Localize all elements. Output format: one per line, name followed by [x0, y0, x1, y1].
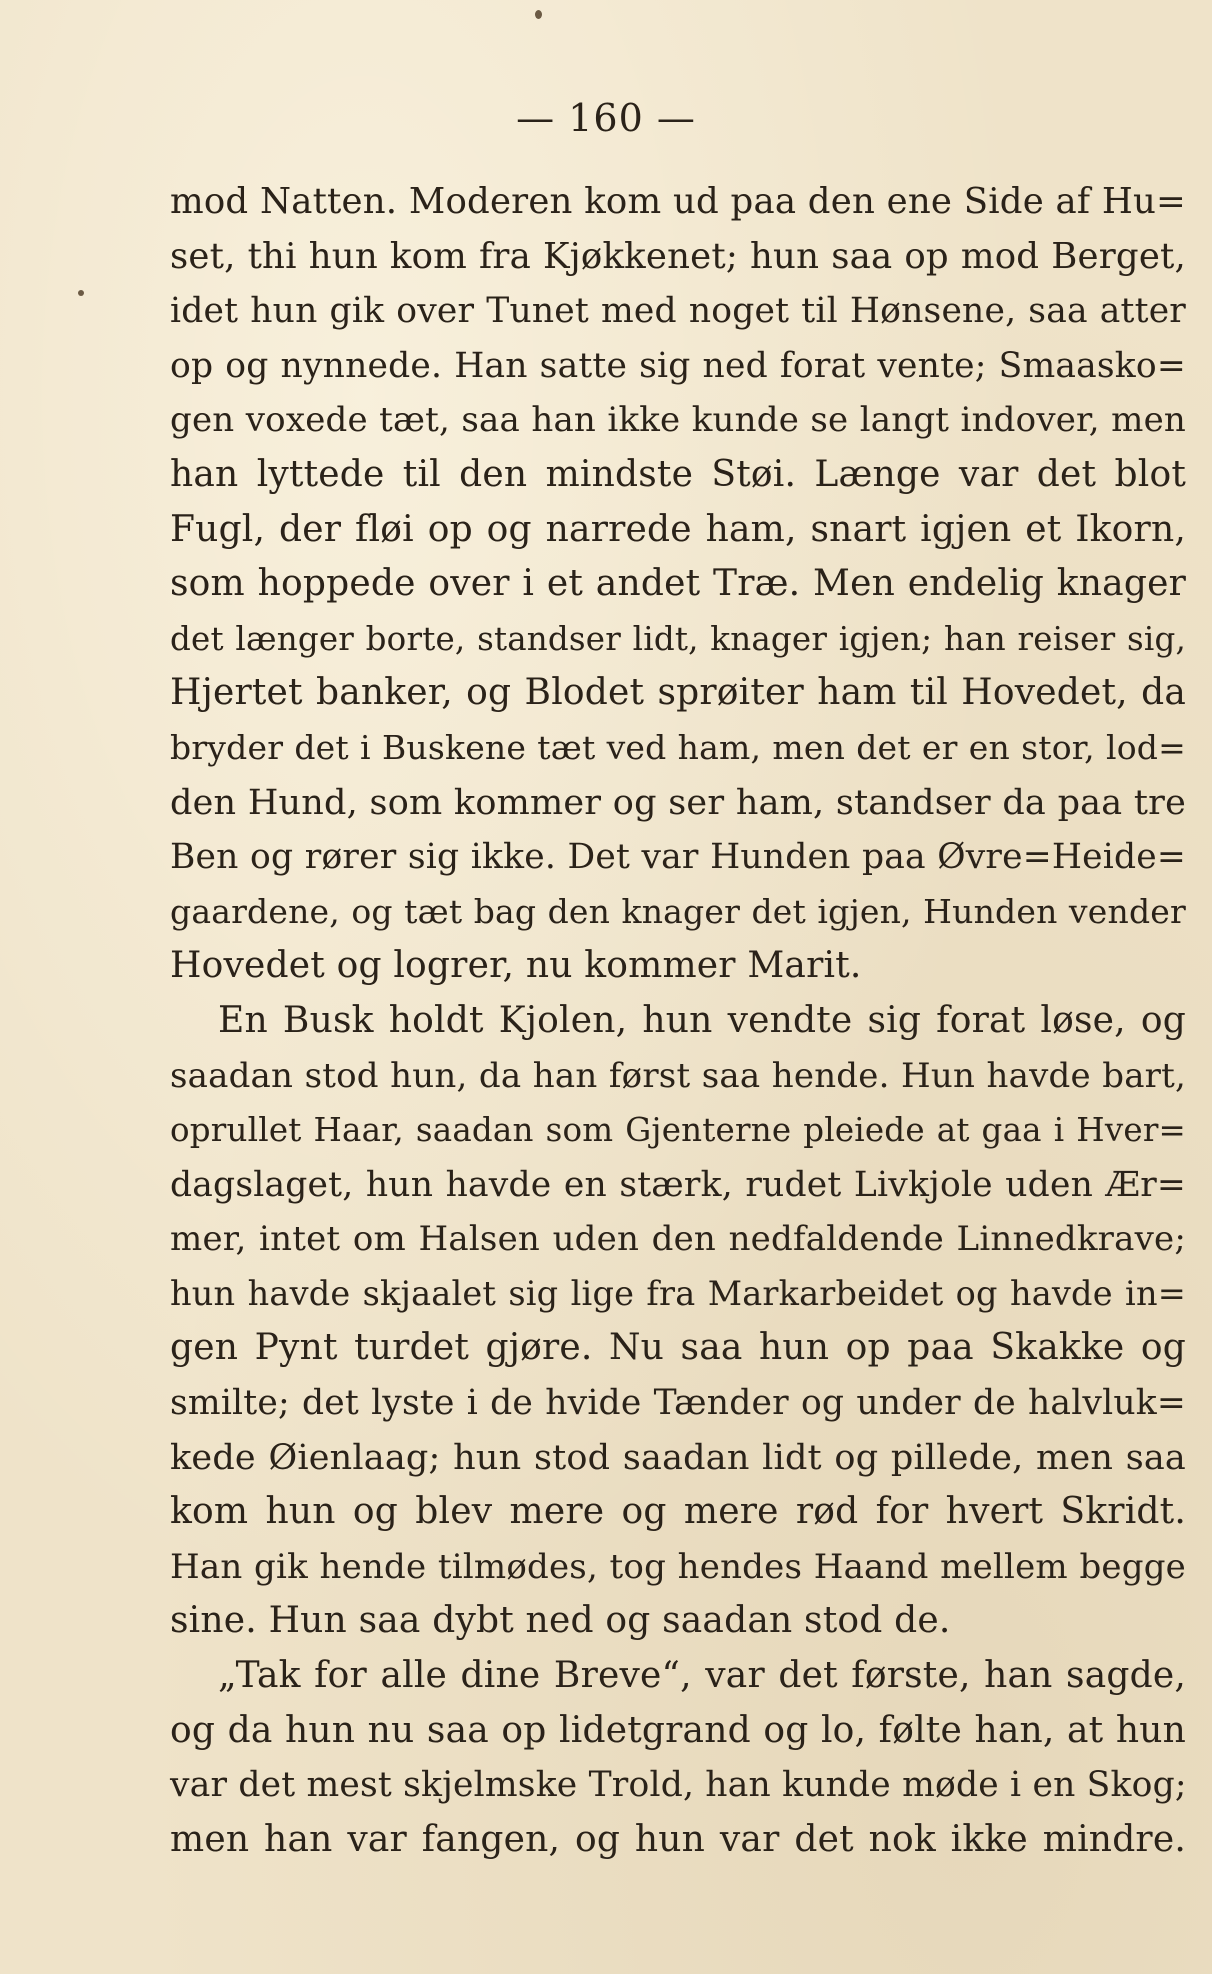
text-line: men han var fangen, og hun var det nok ikke mindre. [170, 1818, 1186, 1860]
paragraph-end-line: sine. Hun saa dybt ned og saadan stod de. [170, 1600, 951, 1642]
text-line: bryder det i Buskene tæt ved ham, men det er en stor, lod= [170, 727, 1186, 767]
text-line: den Hund, som kommer og ser ham, standser da paa tre [170, 782, 1186, 823]
page-number: — 160 — [516, 96, 696, 140]
text-line: Fugl, der fløi op og narrede ham, snart igjen et Ikorn, [170, 508, 1186, 550]
text-line: det længer borte, standser lidt, knager igjen; han reiser sig, [170, 619, 1186, 658]
text-line: gaardene, og tæt bag den knager det igjen, Hunden vender [170, 891, 1186, 931]
paper-speck [535, 10, 542, 19]
text-line: og da hun nu saa op lidetgrand og lo, følte han, at hun [170, 1709, 1186, 1751]
text-line: mod Natten. Moderen kom ud paa den ene Side af Hu= [170, 181, 1186, 222]
text-line: han lyttede til den mindste Støi. Længe var det blot [170, 453, 1186, 495]
text-line: var det mest skjelmske Trold, han kunde møde i en Skog; [170, 1765, 1187, 1806]
text-line: Han gik hende tilmødes, tog hendes Haand mellem begge [170, 1546, 1186, 1587]
text-line: set, thi hun kom fra Kjøkkenet; hun saa op mod Berget, [170, 235, 1186, 277]
paragraph-end-line: Hovedet og logrer, nu kommer Marit. [170, 945, 862, 987]
text-line: smilte; det lyste i de hvide Tænder og under de halvluk= [170, 1383, 1186, 1424]
paragraph-start-line: „Tak for alle dine Breve“, var det første, han sagde, [218, 1655, 1186, 1697]
body-text [170, 175, 1186, 1867]
text-line: gen voxede tæt, saa han ikke kunde se langt indover, men [170, 400, 1186, 441]
text-line: oprullet Haar, saadan som Gjenterne pleiede at gaa i Hver= [170, 1111, 1186, 1150]
text-line: gen Pynt turdet gjøre. Nu saa hun op paa Skakke og [170, 1327, 1186, 1369]
paper-speck [78, 290, 84, 296]
paragraph-start-line: En Busk holdt Kjolen, hun vendte sig forat løse, og [218, 999, 1186, 1041]
text-line: dagslaget, hun havde en stærk, rudet Livkjole uden Ær= [170, 1164, 1186, 1205]
text-line: Hjertet banker, og Blodet sprøiter ham til Hovedet, da [170, 672, 1186, 714]
text-line: kede Øienlaag; hun stod saadan lidt og pillede, men saa [170, 1437, 1186, 1478]
text-line: op og nynnede. Han satte sig ned forat vente; Smaasko= [170, 345, 1186, 386]
text-line: kom hun og blev mere og mere rød for hvert Skridt. [170, 1491, 1186, 1533]
text-line: som hoppede over i et andet Træ. Men endelig knager [170, 563, 1186, 605]
text-line: saadan stod hun, da han først saa hende. Hun havde bart, [170, 1055, 1186, 1096]
text-line: idet hun gik over Tunet med noget til Hønsene, saa atter [170, 291, 1186, 332]
text-line: Ben og rører sig ikke. Det var Hunden paa Øvre=Heide= [170, 837, 1186, 878]
text-line: hun havde skjaalet sig lige fra Markarbeidet og havde in= [170, 1273, 1186, 1313]
text-line: mer, intet om Halsen uden den nedfaldende Linnedkrave; [170, 1219, 1186, 1260]
